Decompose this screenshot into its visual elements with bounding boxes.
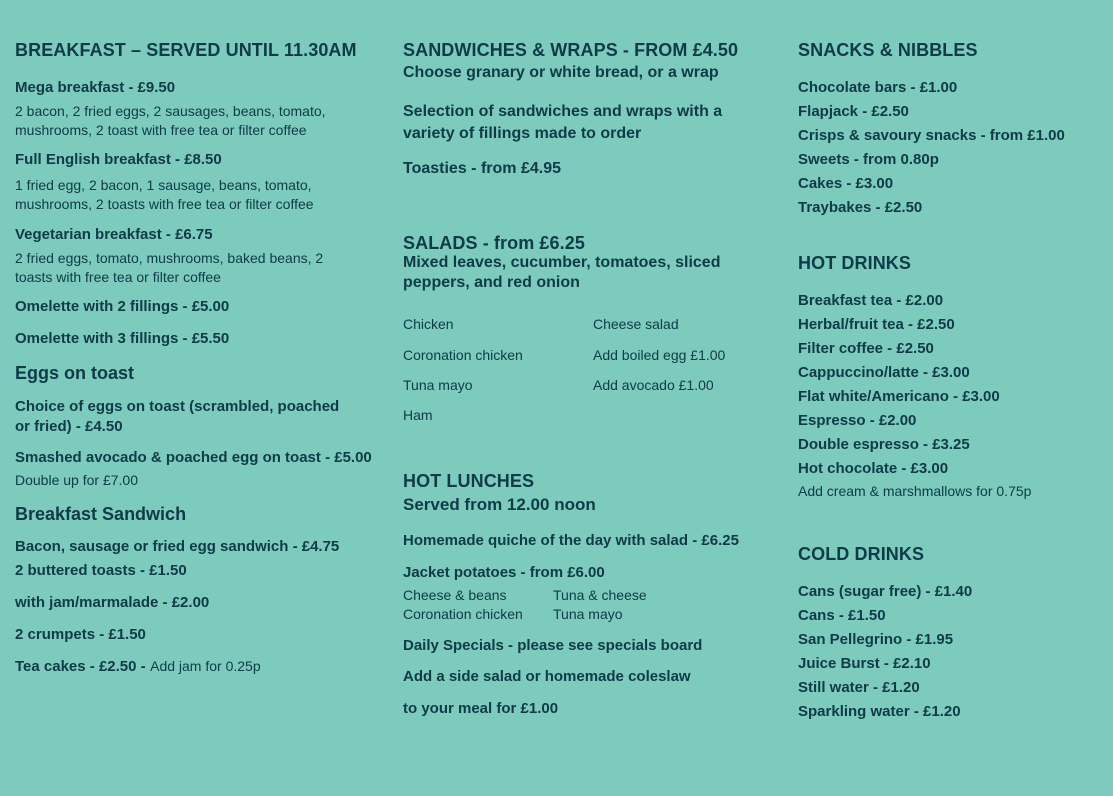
daily-specials-item: Daily Specials - please see specials board [403,637,703,654]
avocado-toast-item: Smashed avocado & poached egg on toast - £5.00 [15,449,372,466]
snack-item: Cakes - £3.00 [798,175,894,192]
snack-item: Traybakes - £2.50 [798,199,923,216]
double-up-note: Double up for £7.00 [15,472,138,488]
snack-item: Chocolate bars - £1.00 [798,79,958,96]
buttered-toasts-item: 2 buttered toasts - £1.50 [15,562,187,579]
mega-breakfast-title: Mega breakfast - £9.50 [15,79,176,96]
mega-breakfast-desc: 2 bacon, 2 fried eggs, 2 sausages, beans, tomato, mushrooms, 2 toast with free tea or filter coffee [15,103,326,138]
salads-heading: SALADS - from £6.25 [403,233,585,253]
vegetarian-desc: 2 fried eggs, tomato, mushrooms, baked beans, 2 toasts with free tea or filter coffee [15,250,324,285]
snack-item: Flapjack - £2.50 [798,103,909,120]
snacks-heading: SNACKS & NIBBLES [798,40,978,60]
cold-drink-item: Juice Burst - £2.10 [798,655,931,672]
full-english-desc: 1 fried egg, 2 bacon, 1 sausage, beans, tomato, mushrooms, 2 toasts with free tea or filter coffee [15,177,314,212]
snack-item: Sweets - from 0.80p [798,151,939,168]
hot-drinks-addon: Add cream & marshmallows for 0.75p [798,483,1032,499]
full-english-title: Full English breakfast - £8.50 [15,151,222,168]
sandwiches-subheading: Choose granary or white bread, or a wrap [403,64,719,81]
hot-drink-item: Hot chocolate - £3.00 [798,460,949,477]
hot-drink-item: Breakfast tea - £2.00 [798,292,944,309]
hot-drink-item: Double espresso - £3.25 [798,436,970,453]
side-salad-price: to your meal for £1.00 [403,700,559,717]
breakfast-sandwich-heading: Breakfast Sandwich [15,504,187,524]
hot-lunches-subheading: Served from 12.00 noon [403,495,596,514]
crumpets-item: 2 crumpets - £1.50 [15,626,146,643]
breakfast-heading: BREAKFAST – SERVED UNTIL 11.30AM [15,40,357,60]
omelette-2-fillings: Omelette with 2 fillings - £5.00 [15,298,230,315]
toasties-item: Toasties - from £4.95 [403,160,561,177]
cold-drink-item: Still water - £1.20 [798,679,920,696]
side-salad-item: Add a side salad or homemade coleslaw [403,668,691,685]
jacket-filling: Tuna & cheese [553,587,647,603]
cold-drink-item: Cans - £1.50 [798,607,886,624]
salad-option: Ham [403,407,433,423]
cold-drink-item: San Pellegrino - £1.95 [798,631,954,648]
sandwiches-selection: Selection of sandwiches and wraps with a variety of fillings made to order [403,103,723,142]
jacket-filling: Cheese & beans [403,587,507,603]
hot-drink-item: Flat white/Americano - £3.00 [798,388,1000,405]
hot-drink-item: Cappuccino/latte - £3.00 [798,364,970,381]
cold-drink-item: Sparkling water - £1.20 [798,703,961,720]
salad-option: Cheese salad [593,316,679,332]
jacket-filling: Tuna mayo [553,606,623,622]
salad-option: Chicken [403,316,454,332]
cold-drinks-heading: COLD DRINKS [798,544,925,564]
eggs-on-toast-heading: Eggs on toast [15,363,135,383]
snack-item: Crisps & savoury snacks - from £1.00 [798,127,1065,144]
hot-drink-item: Herbal/fruit tea - £2.50 [798,316,955,333]
teacakes-addon: Add jam for 0.25p [150,658,261,674]
vegetarian-title: Vegetarian breakfast - £6.75 [15,226,213,243]
teacakes-item: Tea cakes - £2.50 - [15,658,146,675]
jam-marmalade-item: with jam/marmalade - £2.00 [15,594,210,611]
salad-addon: Add avocado £1.00 [593,377,714,393]
jacket-filling: Coronation chicken [403,606,523,622]
salad-addon: Add boiled egg £1.00 [593,347,726,363]
hot-lunches-heading: HOT LUNCHES [403,471,535,491]
salad-option: Tuna mayo [403,377,473,393]
hot-drink-item: Filter coffee - £2.50 [798,340,934,357]
eggs-choice-item: Choice of eggs on toast (scrambled, poached or fried) - £4.50 [15,398,340,435]
hot-drinks-heading: HOT DRINKS [798,253,911,273]
sandwich-item: Bacon, sausage or fried egg sandwich - £4.75 [15,538,340,555]
omelette-3-fillings: Omelette with 3 fillings - £5.50 [15,330,230,347]
sandwiches-heading: SANDWICHES & WRAPS - FROM £4.50 [403,40,739,60]
salads-subheading: Mixed leaves, cucumber, tomatoes, sliced peppers, and red onion [403,254,721,291]
teacakes-row [15,658,261,676]
salad-option: Coronation chicken [403,347,523,363]
quiche-item: Homemade quiche of the day with salad - £6.25 [403,532,739,549]
cold-drink-item: Cans (sugar free) - £1.40 [798,583,973,600]
hot-drink-item: Espresso - £2.00 [798,412,917,429]
jacket-potatoes-item: Jacket potatoes - from £6.00 [403,564,605,581]
